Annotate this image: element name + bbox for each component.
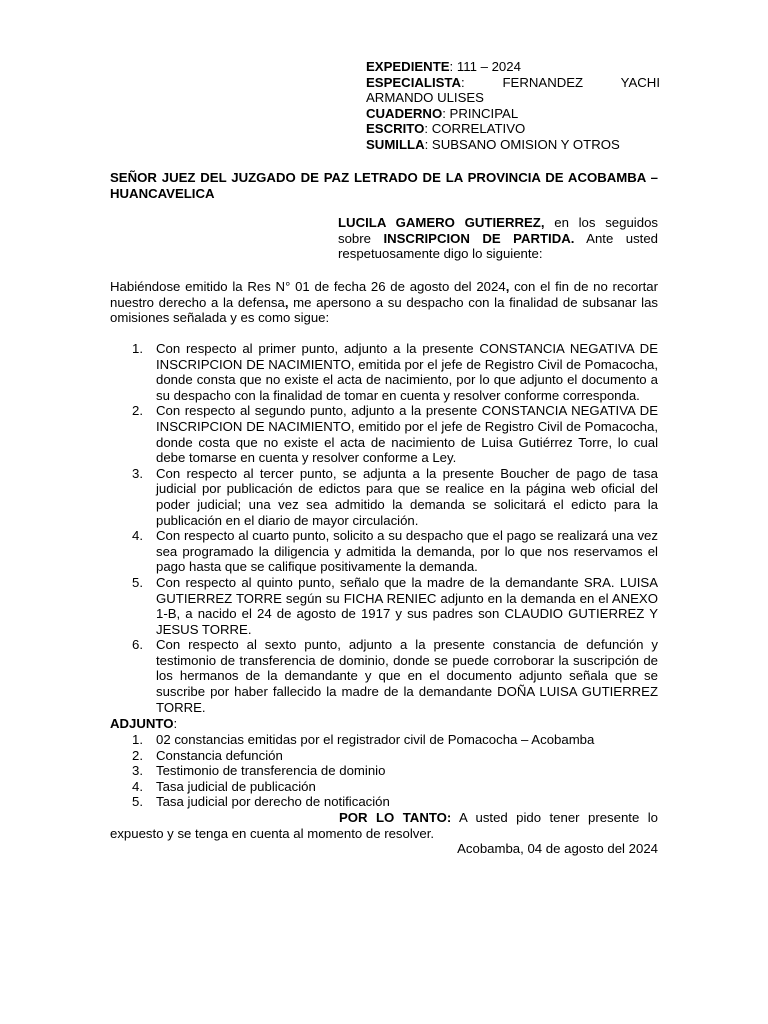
list-item: 5. Tasa judicial por derecho de notificación	[132, 794, 390, 810]
list-item: 1. Con respecto al primer punto, adjunto a la presente CONSTANCIA NEGATIVA DE INSCRIPCION DE NACIMIENTO, emitida por el jefe de Registro Civil de Pomacocha, donde consta que no existe el acta de nacimiento, por lo que adjunto el documento a su despacho con la finalidad de tomar en cuenta y resolver conforme corresponda.	[132, 341, 658, 403]
intro-paragraph: LUCILA GAMERO GUTIERREZ, en los seguidos sobre INSCRIPCION DE PARTIDA. Ante usted respetuosamente digo lo siguiente:	[338, 215, 659, 262]
adjunto-heading: ADJUNTO:	[110, 716, 178, 731]
addressee: SEÑOR JUEZ DEL JUZGADO DE PAZ LETRADO DE LA PROVINCIA DE ACOBAMBA – HUANCAVELICA	[110, 170, 658, 201]
list-item: 3. Con respecto al tercer punto, se adjunta a la presente Boucher de pago de tasa judicial por publicación de edictos para que se realice en la página web oficial del poder judicial; una vez sea admitido la demanda se solicitará el edicto para la publicación en el diario de mayor circulación.	[132, 465, 658, 528]
adjunto-list	[110, 732, 658, 810]
points-list	[110, 341, 658, 715]
list-item: 6. Con respecto al sexto punto, adjunto a la presente constancia de defunción y testimonio de transferencia de dominio, donde se puede corroborar la suscripción de los hermanos de la demandante y que en el documento adjunto señala que se suscribe por haber fallecido la madre de la demandante DOÑA LUISA GUTIERREZ TORRE.	[132, 637, 658, 715]
case-subject: INSCRIPCION DE PARTIDA.	[383, 230, 575, 246]
list-item: 3. Testimonio de transferencia de dominio	[132, 763, 386, 779]
especialista-line: ESPECIALISTA: FERNANDEZ YACHI ARMANDO ULISES	[366, 74, 660, 106]
cuaderno-line: CUADERNO: PRINCIPAL	[366, 105, 519, 121]
body-paragraph: Habiéndose emitido la Res N° 01 de fecha 26 de agosto del 2024, con el fin de no recortar nuestro derecho a la defensa, me apersono a su despacho con la finalidad de subsanar las omisiones señalada y es como sigue:	[110, 279, 658, 326]
escrito-line: ESCRITO: CORRELATIVO	[366, 121, 526, 137]
list-item: 2. Con respecto al segundo punto, adjunto a la presente CONSTANCIA NEGATIVA DE INSCRIPCION DE NACIMIENTO, emitido por el jefe de Registro Civil de Pomacocha, donde costa que no existe el acta de nacimiento de Luisa Gutiérrez Torre, lo cual debe tomarse en cuenta y resolver conforme a Ley.	[132, 403, 658, 466]
closing-paragraph: POR LO TANTO: A usted pido tener presente lo expuesto y se tenga en cuenta al momento de resolver.	[110, 810, 658, 841]
sumilla-line: SUMILLA: SUBSANO OMISION Y OTROS	[366, 136, 620, 152]
list-item: 4. Con respecto al cuarto punto, solicito a su despacho que el pago se realizará una vez sea programado la diligencia y admitida la demanda, por lo que nos reservamos el pago hasta que se califique positivamente la demanda.	[132, 528, 658, 575]
petitioner-name: LUCILA GAMERO GUTIERREZ,	[338, 215, 545, 230]
list-item: 5. Con respecto al quinto punto, señalo que la madre de la demandante SRA. LUISA GUTIERREZ TORRE según su FICHA RENIEC adjunto en la demanda en el ANEXO 1-B, a nacido el 24 de agosto de 1917 y sus padres son CLAUDIO GUTIERREZ Y JESUS TORRE.	[132, 574, 658, 637]
list-item: 4. Tasa judicial de publicación	[132, 778, 316, 794]
expediente-line: EXPEDIENTE: 111 – 2024	[366, 59, 521, 74]
list-item: 1. 02 constancias emitidas por el registrador civil de Pomacocha – Acobamba	[132, 732, 595, 747]
list-item: 2. Constancia defunción	[132, 747, 283, 763]
date-line: Acobamba, 04 de agosto del 2024	[457, 841, 658, 856]
case-header	[366, 59, 660, 153]
